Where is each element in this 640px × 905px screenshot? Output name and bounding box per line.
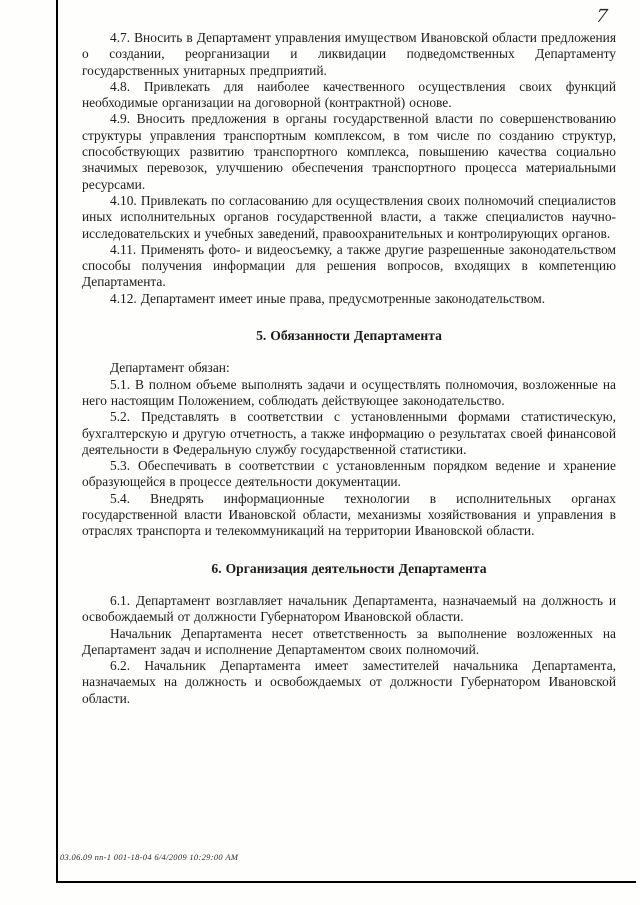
paragraph-4-7: 4.7. Вносить в Департамент управления имуществом Ивановской области предложения о создании, реорганизации и ликвидации подведомственных Департаменту государственных унитарных предприятий. bbox=[82, 30, 616, 78]
paragraph-6-1-cont: Начальник Департамента несет ответственность за выполнение возложенных на Департамент задач и исполнение Департаментом своих полномочий. bbox=[82, 625, 616, 657]
paragraph-5-intro: Департамент обязан: bbox=[110, 360, 230, 376]
footer-note: 03.06.09 пп-1 001-18-04 6/4/2009 10:29:00 AM bbox=[60, 852, 239, 862]
page-number-handwritten: 7 bbox=[594, 6, 609, 27]
paragraph-4-8: 4.8. Привлекать для наиболее качественного осуществления своих функций необходимые организации на договорной (контрактной) основе. bbox=[82, 78, 616, 111]
paragraph-5-3: 5.3. Обеспечивать в соответствии с установленным порядком ведение и хранение образующейся в процессе деятельности документации. bbox=[82, 458, 616, 490]
paragraph-4-10: 4.10. Привлекать по согласованию для осуществления своих полномочий специалистов иных исполнительных органов государственной власти, а также специалистов научно-исследовательских и учебных заведений, правоохранительных и контролирующих органов. bbox=[82, 192, 616, 241]
section-5-heading: 5. Обязанности Департамента bbox=[256, 328, 442, 344]
document-content bbox=[82, 30, 616, 707]
scan-border-bottom bbox=[56, 881, 636, 883]
paragraph-6-1: 6.1. Департамент возглавляет начальник Департамента, назначаемый на должность и освобождаемый от должности Губернатором Ивановской области. bbox=[82, 592, 616, 625]
paragraph-5-4: 5.4. Внедрять информационные технологии в исполнительных органах государственной власти Ивановской области, механизмы хозяйствования и управления в отраслях транспорта и телекоммуникаций на территории Ивановской области. bbox=[82, 490, 616, 539]
paragraph-4-11: 4.11. Применять фото- и видеосъемку, а также другие разрешенные законодательством способы получения информации для решения вопросов, входящих в компетенцию Департамента. bbox=[82, 241, 616, 290]
paragraph-5-2: 5.2. Представлять в соответствии с установленными формами статистическую, бухгалтерскую и другую отчетность, а также информацию о результатах своей финансовой деятельности в Федеральную службу государственной статистики. bbox=[82, 409, 616, 457]
section-6-heading: 6. Организация деятельности Департамента bbox=[211, 560, 487, 576]
scan-border-left bbox=[56, 0, 58, 883]
paragraph-4-9: 4.9. Вносить предложения в органы государственной власти по совершенствованию структуры управления транспортным комплексом, в том числе по созданию структур, способствующих развитию транспортного комплекса, повышению качества социально значимых перевозок, улучшению обеспечения транспортного процесса материальными ресурсами. bbox=[82, 111, 616, 192]
paragraph-6-2: 6.2. Начальник Департамента имеет заместителей начальника Департамента, назначаемых на должность и освобождаемых от должности Губернатором Ивановской области. bbox=[82, 658, 616, 706]
paragraph-5-1: 5.1. В полном объеме выполнять задачи и осуществлять полномочия, возложенные на него настоящим Положением, соблюдать действующее законодательство. bbox=[82, 376, 616, 408]
paragraph-4-12: 4.12. Департамент имеет иные права, предусмотренные законодательством. bbox=[110, 290, 546, 306]
